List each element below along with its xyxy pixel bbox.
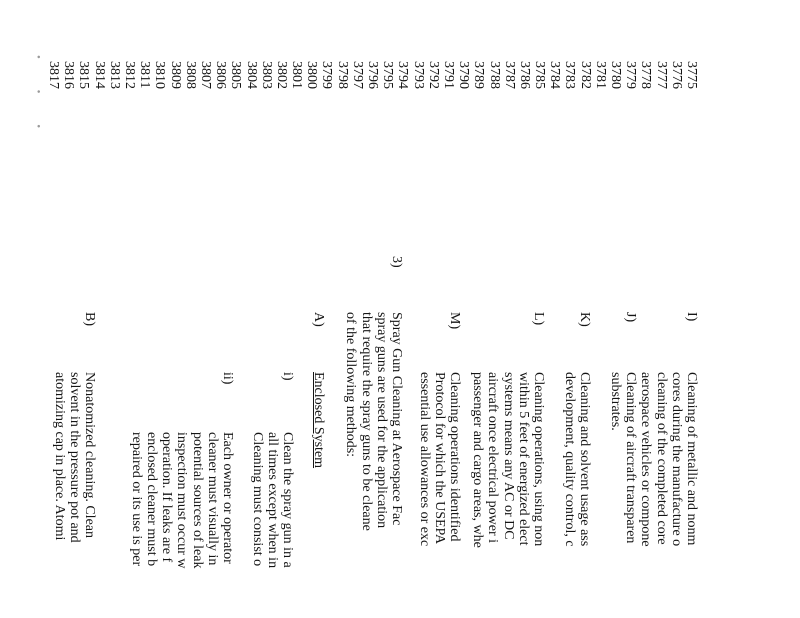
item-marker: J) xyxy=(623,312,638,323)
text-line: inspection must occur w xyxy=(174,432,190,569)
line-number: 3798 xyxy=(334,61,350,89)
text-line: Cleaning of aircraft transparen xyxy=(623,372,638,544)
text-line: Clean the spray gun in a xyxy=(280,432,295,568)
text-line: essential use allowances or exc xyxy=(416,372,432,547)
line-number: 3816 xyxy=(61,61,77,89)
line-number: 3814 xyxy=(91,61,107,89)
text-line: Cleaning and solvent usage ass xyxy=(577,372,592,547)
line-number: 3793 xyxy=(410,61,426,89)
text-line: spray guns are used for the application xyxy=(373,312,389,529)
line-number: 3790 xyxy=(456,61,472,89)
item-marker: 3) xyxy=(389,256,404,268)
line-number: 3799 xyxy=(319,61,335,89)
text-line: Nonatomized cleaning. Clean xyxy=(82,372,97,538)
text-line: within 5 feet of energized elect xyxy=(515,372,531,546)
line-number: 3792 xyxy=(425,61,441,89)
text-line: Cleaning must consist o xyxy=(249,432,265,567)
line-number: 3776 xyxy=(668,61,684,89)
text-line: repaired or its use is per xyxy=(128,432,144,567)
line-number: 3813 xyxy=(106,61,122,89)
text-line: Protocol for which the USEPA xyxy=(431,372,447,545)
line-number: 3783 xyxy=(562,61,578,89)
text-line: Spray Gun Cleaning at Aerospace Fac xyxy=(389,312,404,526)
text-line: aircraft once electrical power i xyxy=(485,372,501,544)
text-line: Cleaning operations, using non xyxy=(531,372,546,547)
line-number: 3775 xyxy=(684,61,699,89)
item-marker: A) xyxy=(311,312,326,327)
text-line: cores during the manufacture o xyxy=(668,372,684,547)
line-number: 3784 xyxy=(547,61,563,89)
item-marker: ii) xyxy=(220,372,235,385)
line-number: 3800 xyxy=(304,61,320,89)
text-line: enclosed cleaner must b xyxy=(144,432,159,567)
text-line: atomizing cap in place. Atomi xyxy=(51,372,67,541)
text-line: Cleaning of metallic and nonm xyxy=(684,372,699,546)
item-marker: B) xyxy=(82,312,97,326)
line-number: 3789 xyxy=(471,61,487,89)
line-number: 3785 xyxy=(532,61,548,89)
line-number: 3779 xyxy=(623,61,639,89)
line-number: 3811 xyxy=(137,61,153,89)
line-number: 3810 xyxy=(152,61,168,89)
text-line: cleaning of the completed core xyxy=(653,372,669,545)
line-number: 3804 xyxy=(243,61,259,89)
line-number: 3788 xyxy=(486,61,502,89)
line-number: 3778 xyxy=(638,61,654,89)
line-number: 3781 xyxy=(592,61,608,89)
item-marker: K) xyxy=(577,312,592,327)
item-marker: L) xyxy=(531,312,546,326)
line-number: 3808 xyxy=(182,61,198,89)
line-number: 3809 xyxy=(167,61,183,89)
text-line: substrates. xyxy=(607,372,623,431)
text-line: passenger and cargo areas, whe xyxy=(470,372,486,548)
line-number: 3803 xyxy=(258,61,274,89)
item-marker: M) xyxy=(447,312,462,330)
line-number: 3797 xyxy=(349,61,365,89)
line-number: 3805 xyxy=(228,61,244,89)
line-number: 3794 xyxy=(395,61,411,89)
text-line: cleaner must visually in xyxy=(204,432,220,566)
line-number: 3786 xyxy=(516,61,532,89)
line-number: 3791 xyxy=(441,61,456,89)
line-number: 3807 xyxy=(198,61,213,89)
line-number: 3817 xyxy=(46,61,62,89)
text-line: Cleaning operations identified xyxy=(447,372,462,542)
line-number: 3782 xyxy=(577,61,593,89)
text-line: aerospace vehicles or compone xyxy=(638,372,654,547)
text-line: systems means any AC or DC xyxy=(500,372,516,540)
line-number: 3801 xyxy=(289,61,305,89)
line-number: 3780 xyxy=(608,61,624,89)
text-line: of the following methods: xyxy=(343,312,359,458)
text-line: all times except when in xyxy=(264,432,280,569)
scan-marks: • • • xyxy=(32,55,44,143)
line-number: 3802 xyxy=(273,61,289,89)
text-line: development, quality control, c xyxy=(561,372,577,547)
line-number: 3796 xyxy=(365,61,381,89)
line-number: 3806 xyxy=(213,61,229,89)
line-number: 3795 xyxy=(380,61,396,89)
line-number-column xyxy=(46,61,699,89)
item-marker: I) xyxy=(684,312,699,322)
line-number: 3777 xyxy=(653,61,669,89)
line-number: 3787 xyxy=(501,61,517,89)
text-line: potential sources of leak xyxy=(189,432,205,569)
text-line: that require the spray guns to be cleane xyxy=(358,312,374,531)
text-line: operation. If leaks are f xyxy=(159,432,175,563)
text-line: Each owner or operator xyxy=(220,432,235,564)
line-number: 3815 xyxy=(76,61,92,89)
text-line: solvent in the pressure pot and xyxy=(66,372,82,543)
item-marker: i) xyxy=(280,372,295,381)
line-number: 3812 xyxy=(122,61,138,89)
section-heading: Enclosed System xyxy=(311,372,326,469)
